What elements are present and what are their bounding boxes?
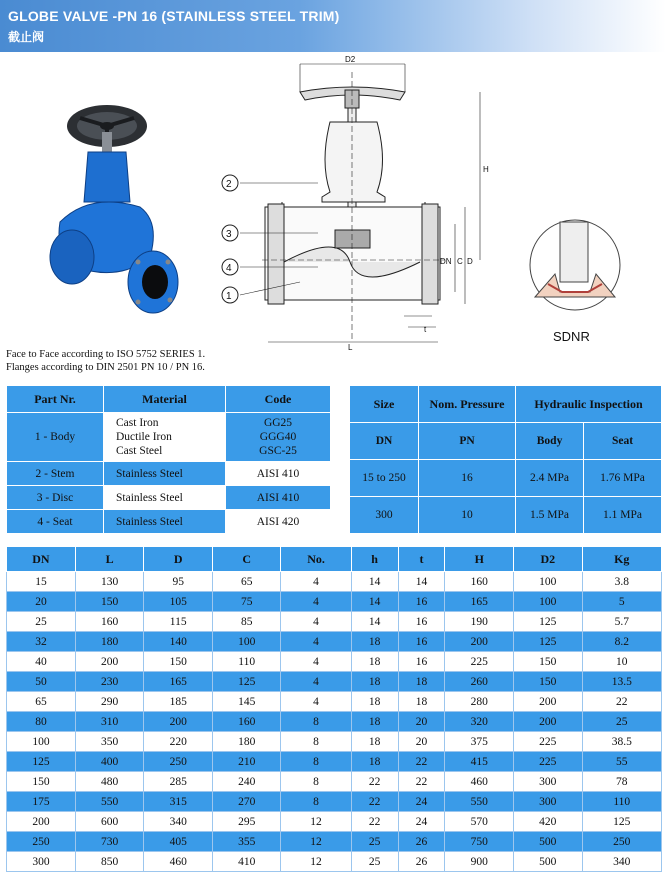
body-cell: 2.4 MPa (516, 460, 584, 497)
table-cell: 110 (582, 792, 661, 812)
material-cell: Cast Steel (116, 445, 163, 457)
table-cell: 350 (75, 732, 144, 752)
table-cell: 12 (281, 852, 351, 872)
table-cell: 400 (75, 752, 144, 772)
table-cell: 22 (582, 692, 661, 712)
table-cell: 25 (7, 612, 76, 632)
table-cell: 160 (75, 612, 144, 632)
table-cell: 310 (75, 712, 144, 732)
table-cell: 210 (212, 752, 281, 772)
table-cell: 460 (144, 852, 213, 872)
table-cell: 130 (75, 572, 144, 592)
col-no-4: No. (281, 547, 351, 572)
table-cell: 290 (75, 692, 144, 712)
col-size: Size (350, 386, 419, 423)
table-cell: 125 (514, 632, 583, 652)
table-cell: 24 (398, 792, 445, 812)
table-cell: 3.8 (582, 572, 661, 592)
table-cell: 250 (144, 752, 213, 772)
callout-3: 3 (226, 229, 232, 240)
table-cell: 15 (7, 572, 76, 592)
table-row (7, 792, 662, 812)
table-cell: 110 (212, 652, 281, 672)
table-cell: 185 (144, 692, 213, 712)
table-cell: 14 (351, 612, 398, 632)
table-cell: 14 (351, 572, 398, 592)
col-h-5: h (351, 547, 398, 572)
table-cell: 4 (281, 592, 351, 612)
table-cell: 250 (582, 832, 661, 852)
table-cell: 125 (212, 672, 281, 692)
dimensions-table (6, 546, 662, 872)
valve-illustration (0, 52, 666, 352)
table-cell: 18 (351, 732, 398, 752)
table-cell: 22 (351, 792, 398, 812)
table-cell: 125 (582, 812, 661, 832)
col-l-1: L (75, 547, 144, 572)
table-cell: 75 (212, 592, 281, 612)
section-drawing (222, 64, 480, 342)
seat-cell: 1.76 MPa (584, 460, 662, 497)
table-cell: 4 (281, 572, 351, 592)
table-cell: 270 (212, 792, 281, 812)
table-cell: 16 (398, 592, 445, 612)
table-row (7, 572, 662, 592)
table-cell: 200 (514, 712, 583, 732)
table-cell: 24 (398, 812, 445, 832)
table-cell: 18 (351, 692, 398, 712)
code-cell: GGG40 (259, 431, 297, 443)
table-cell: 150 (144, 652, 213, 672)
col-code: Code (226, 386, 331, 413)
table-cell: 5.7 (582, 612, 661, 632)
page-subtitle: 截止阀 (8, 30, 45, 44)
size-cell: 300 (350, 497, 419, 534)
table-cell: 340 (144, 812, 213, 832)
sub-pn: PN (419, 423, 516, 460)
table-cell: 230 (75, 672, 144, 692)
table-cell: 730 (75, 832, 144, 852)
table-cell: 18 (398, 672, 445, 692)
table-row (7, 632, 662, 652)
table-cell: 100 (514, 592, 583, 612)
table-cell: 900 (445, 852, 514, 872)
table-cell: 160 (212, 712, 281, 732)
table-cell: 285 (144, 772, 213, 792)
callout-4: 4 (226, 263, 232, 274)
table-cell: 26 (398, 852, 445, 872)
table-cell: 180 (212, 732, 281, 752)
valve-photo (50, 105, 178, 313)
table-cell: 225 (514, 752, 583, 772)
table-cell: 600 (75, 812, 144, 832)
table-cell: 20 (398, 732, 445, 752)
table-cell: 8.2 (582, 632, 661, 652)
col-kg-9: Kg (582, 547, 661, 572)
table-cell: 550 (75, 792, 144, 812)
table-cell: 150 (75, 592, 144, 612)
table-cell: 4 (281, 652, 351, 672)
table-cell: 8 (281, 792, 351, 812)
table-cell: 22 (398, 752, 445, 772)
table-cell: 18 (351, 712, 398, 732)
col-part: Part Nr. (7, 386, 104, 413)
table-row (350, 460, 662, 497)
code-cell: GSC-25 (259, 445, 297, 457)
table-cell: 320 (445, 712, 514, 732)
table-cell: 220 (144, 732, 213, 752)
callout-1: 1 (226, 291, 232, 302)
col-d2-8: D2 (514, 547, 583, 572)
table-cell: 4 (281, 632, 351, 652)
size-cell: 15 to 250 (350, 460, 419, 497)
table-cell: 105 (144, 592, 213, 612)
table-cell: 16 (398, 612, 445, 632)
col-t-6: t (398, 547, 445, 572)
table-cell: 18 (351, 672, 398, 692)
table-cell: 550 (445, 792, 514, 812)
table-cell: 25 (582, 712, 661, 732)
dim-l: L (348, 343, 353, 352)
table-cell: 460 (445, 772, 514, 792)
table-cell: 22 (351, 812, 398, 832)
table-cell: 420 (514, 812, 583, 832)
col-h-7: H (445, 547, 514, 572)
title-banner (0, 0, 666, 52)
table-cell: 40 (7, 652, 76, 672)
table-cell: 405 (144, 832, 213, 852)
seat-cell: 1.1 MPa (584, 497, 662, 534)
table-cell: 140 (144, 632, 213, 652)
note-flanges: Flanges according to DIN 2501 PN 10 / PN 16. (6, 362, 205, 373)
table-cell: 150 (7, 772, 76, 792)
table-cell: 500 (514, 852, 583, 872)
table-cell: 10 (582, 652, 661, 672)
dim-dn: DN (440, 257, 452, 266)
table-row (7, 486, 331, 510)
table-cell: 16 (398, 652, 445, 672)
table-cell: 150 (514, 652, 583, 672)
table-cell: 12 (281, 812, 351, 832)
table-cell: 65 (7, 692, 76, 712)
table-cell: 5 (582, 592, 661, 612)
table-cell: 300 (514, 792, 583, 812)
table-cell: 65 (212, 572, 281, 592)
detail-view (530, 220, 620, 344)
table-row (7, 672, 662, 692)
table-cell: 22 (398, 772, 445, 792)
table-row (7, 732, 662, 752)
table-cell: 4 (281, 672, 351, 692)
table-cell: 295 (212, 812, 281, 832)
part-cell: 1 - Body (7, 413, 104, 462)
dim-t: t (424, 325, 427, 334)
table-row (7, 510, 331, 534)
material-cell: Stainless Steel (104, 462, 226, 486)
table-row (7, 812, 662, 832)
detail-label: SDNR (553, 329, 590, 344)
table-row (7, 612, 662, 632)
standards-notes (6, 348, 205, 374)
table-cell: 18 (351, 652, 398, 672)
dim-c: C (457, 257, 463, 266)
table-cell: 14 (398, 572, 445, 592)
material-cell: Ductile Iron (116, 431, 172, 443)
table-cell: 12 (281, 832, 351, 852)
col-hydraulic: Hydraulic Inspection (516, 386, 662, 423)
table-cell: 8 (281, 712, 351, 732)
col-material: Material (104, 386, 226, 413)
table-cell: 100 (7, 732, 76, 752)
table-cell: 200 (75, 652, 144, 672)
table-cell: 100 (514, 572, 583, 592)
table-cell: 85 (212, 612, 281, 632)
table-row (7, 652, 662, 672)
table-cell: 95 (144, 572, 213, 592)
table-cell: 200 (514, 692, 583, 712)
table-cell: 375 (445, 732, 514, 752)
table-cell: 190 (445, 612, 514, 632)
materials-table (6, 385, 331, 534)
table-cell: 8 (281, 752, 351, 772)
material-cell: Stainless Steel (104, 510, 226, 534)
table-cell: 410 (212, 852, 281, 872)
sub-body: Body (516, 423, 584, 460)
table-cell: 150 (514, 672, 583, 692)
table-cell: 8 (281, 772, 351, 792)
callout-2: 2 (226, 179, 232, 190)
table-cell: 18 (351, 632, 398, 652)
table-cell: 22 (351, 772, 398, 792)
table-cell: 175 (7, 792, 76, 812)
code-cell: AISI 420 (226, 510, 331, 534)
table-row (7, 852, 662, 872)
table-cell: 180 (75, 632, 144, 652)
table-cell: 200 (144, 712, 213, 732)
note-face-to-face: Face to Face according to ISO 5752 SERIES 1. (6, 349, 206, 360)
table-cell: 225 (514, 732, 583, 752)
table-cell: 4 (281, 612, 351, 632)
table-cell: 165 (445, 592, 514, 612)
table-cell: 25 (351, 852, 398, 872)
table-cell: 480 (75, 772, 144, 792)
table-row (7, 413, 331, 462)
table-cell: 20 (398, 712, 445, 732)
table-row (350, 497, 662, 534)
table-cell: 80 (7, 712, 76, 732)
code-cell: AISI 410 (226, 486, 331, 510)
table-row (7, 772, 662, 792)
table-cell: 415 (445, 752, 514, 772)
table-row (7, 712, 662, 732)
pn-cell: 10 (419, 497, 516, 534)
table-cell: 315 (144, 792, 213, 812)
table-cell: 50 (7, 672, 76, 692)
table-cell: 55 (582, 752, 661, 772)
table-row (7, 752, 662, 772)
col-c-3: C (212, 547, 281, 572)
table-cell: 260 (445, 672, 514, 692)
sub-seat: Seat (584, 423, 662, 460)
table-cell: 340 (582, 852, 661, 872)
table-cell: 125 (7, 752, 76, 772)
table-row (7, 592, 662, 612)
table-cell: 200 (7, 812, 76, 832)
table-row (7, 832, 662, 852)
part-cell: 3 - Disc (7, 486, 104, 510)
table-cell: 250 (7, 832, 76, 852)
pn-cell: 16 (419, 460, 516, 497)
part-cell: 4 - Seat (7, 510, 104, 534)
table-row (7, 462, 331, 486)
table-cell: 115 (144, 612, 213, 632)
table-cell: 78 (582, 772, 661, 792)
code-cell: AISI 410 (226, 462, 331, 486)
table-cell: 750 (445, 832, 514, 852)
table-cell: 850 (75, 852, 144, 872)
dimensions-body (7, 572, 662, 872)
table-row (7, 692, 662, 712)
table-cell: 280 (445, 692, 514, 712)
page-title: GLOBE VALVE -PN 16 (STAINLESS STEEL TRIM) (8, 8, 340, 24)
table-cell: 8 (281, 732, 351, 752)
pressure-table (349, 385, 662, 534)
code-cell: GG25 (263, 417, 293, 429)
table-cell: 18 (398, 692, 445, 712)
table-cell: 355 (212, 832, 281, 852)
dim-d2: D2 (345, 55, 356, 64)
table-cell: 300 (7, 852, 76, 872)
part-cell: 2 - Stem (7, 462, 104, 486)
table-cell: 125 (514, 612, 583, 632)
table-cell: 165 (144, 672, 213, 692)
table-cell: 225 (445, 652, 514, 672)
table-cell: 300 (514, 772, 583, 792)
material-cell: Cast Iron (116, 417, 159, 429)
material-cell: Stainless Steel (104, 486, 226, 510)
table-cell: 16 (398, 632, 445, 652)
dim-h: H (483, 165, 489, 174)
body-cell: 1.5 MPa (516, 497, 584, 534)
col-d-2: D (144, 547, 213, 572)
table-cell: 4 (281, 692, 351, 712)
table-cell: 14 (351, 592, 398, 612)
table-cell: 32 (7, 632, 76, 652)
table-cell: 160 (445, 572, 514, 592)
dimensions-header (7, 547, 662, 572)
table-cell: 18 (351, 752, 398, 772)
table-cell: 200 (445, 632, 514, 652)
table-cell: 26 (398, 832, 445, 852)
sub-dn: DN (350, 423, 419, 460)
table-cell: 570 (445, 812, 514, 832)
col-dn-0: DN (7, 547, 76, 572)
table-cell: 145 (212, 692, 281, 712)
dim-d: D (467, 257, 473, 266)
table-cell: 25 (351, 832, 398, 852)
table-cell: 500 (514, 832, 583, 852)
table-cell: 100 (212, 632, 281, 652)
table-cell: 240 (212, 772, 281, 792)
table-cell: 38.5 (582, 732, 661, 752)
col-nom-pressure: Nom. Pressure (419, 386, 516, 423)
table-cell: 20 (7, 592, 76, 612)
table-cell: 13.5 (582, 672, 661, 692)
